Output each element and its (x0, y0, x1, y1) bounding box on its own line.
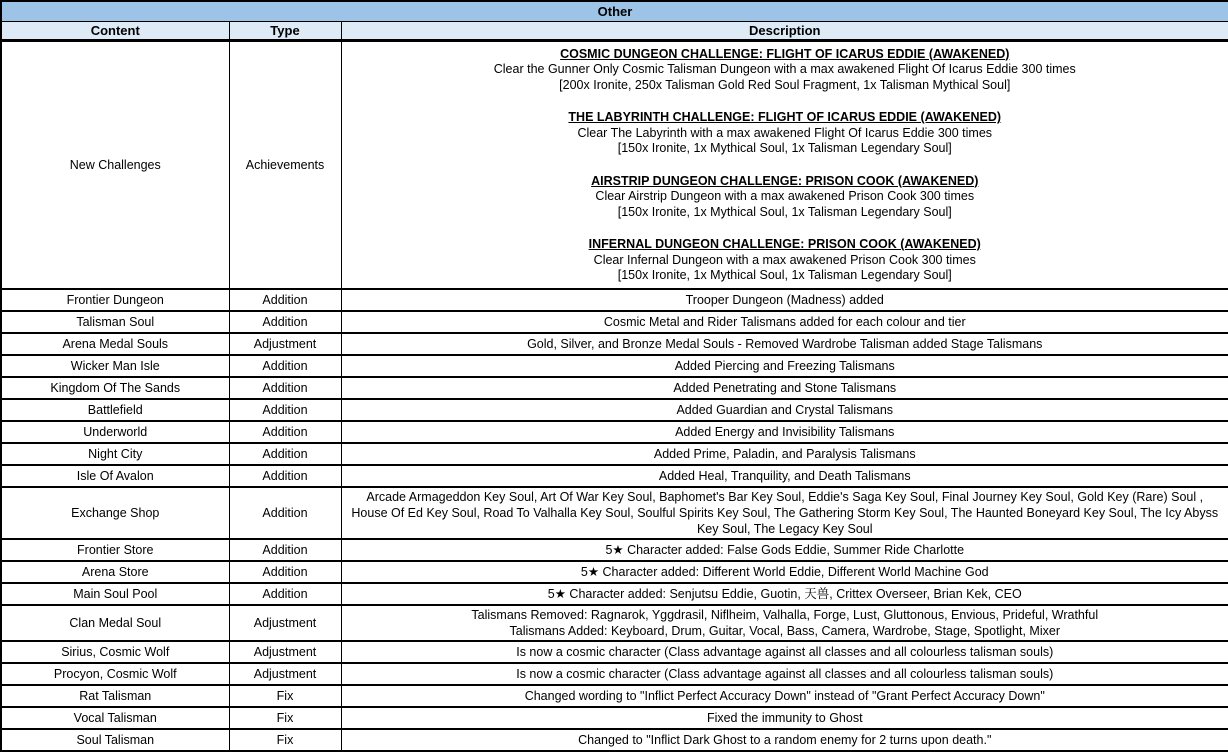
description-cell (341, 685, 1228, 707)
table-title-row (1, 1, 1228, 22)
table-row (1, 663, 1228, 685)
description-line: Trooper Dungeon (Madness) added (685, 293, 884, 307)
type-cell: Fix (229, 685, 341, 707)
description-line: Talismans Added: Keyboard, Drum, Guitar, Vocal, Bass, Camera, Wardrobe, Stage, Spotlight, Mixer (509, 624, 1060, 638)
table-row (1, 289, 1228, 311)
table-row (1, 333, 1228, 355)
table-row (1, 583, 1228, 605)
type-cell: Addition (229, 561, 341, 583)
type-cell: Addition (229, 583, 341, 605)
content-cell: Sirius, Cosmic Wolf (1, 641, 229, 663)
content-cell: Arena Store (1, 561, 229, 583)
description-cell (341, 663, 1228, 685)
type-cell: Addition (229, 443, 341, 465)
table-row (1, 421, 1228, 443)
description-cell (341, 311, 1228, 333)
description-cell (341, 729, 1228, 751)
table-body (1, 41, 1228, 752)
description-line: 5★ Character added: Different World Eddie, Different World Machine God (580, 565, 989, 579)
description-cell (341, 443, 1228, 465)
description-line: Added Heal, Tranquility, and Death Talismans (658, 469, 911, 483)
table-row (1, 707, 1228, 729)
table-row (1, 561, 1228, 583)
challenge-block (350, 237, 1221, 284)
description-line: Fixed the immunity to Ghost (706, 711, 863, 725)
description-line: 5★ Character added: False Gods Eddie, Summer Ride Charlotte (605, 543, 965, 557)
type-cell: Adjustment (229, 663, 341, 685)
challenge-heading: AIRSTRIP DUNGEON CHALLENGE: PRISON COOK (AWAKENED) (591, 173, 979, 188)
table-row (1, 465, 1228, 487)
challenge-line: Clear Airstrip Dungeon with a max awakened Prison Cook 300 times (595, 189, 975, 203)
description-line: Cosmic Metal and Rider Talismans added for each colour and tier (603, 315, 966, 329)
description-cell (341, 605, 1228, 641)
description-line: Added Energy and Invisibility Talismans (675, 425, 895, 439)
content-cell: Main Soul Pool (1, 583, 229, 605)
description-line: Is now a cosmic character (Class advantage against all classes and all colourless talisman souls) (516, 667, 1054, 681)
content-cell: Exchange Shop (1, 487, 229, 539)
table-row (1, 685, 1228, 707)
type-cell: Adjustment (229, 333, 341, 355)
challenge-line: Clear Infernal Dungeon with a max awakened Prison Cook 300 times (593, 252, 976, 267)
content-cell: Talisman Soul (1, 311, 229, 333)
type-cell: Addition (229, 311, 341, 333)
type-cell: Fix (229, 729, 341, 751)
challenge-heading: THE LABYRINTH CHALLENGE: FLIGHT OF ICARUS EDDIE (AWAKENED) (568, 110, 1002, 124)
table-row (1, 729, 1228, 751)
type-cell: Addition (229, 421, 341, 443)
description-line: Added Guardian and Crystal Talismans (676, 403, 894, 417)
content-cell: Kingdom Of The Sands (1, 377, 229, 399)
description-line: Changed wording to "Inflict Perfect Accuracy Down" instead of "Grant Perfect Accuracy Down" (524, 689, 1045, 703)
table-row (1, 311, 1228, 333)
table-row (1, 539, 1228, 561)
description-line: Gold, Silver, and Bronze Medal Souls - Removed Wardrobe Talisman added Stage Talismans (527, 337, 1043, 351)
type-cell: Adjustment (229, 641, 341, 663)
table-row (1, 355, 1228, 377)
table-row (1, 399, 1228, 421)
description-cell (341, 421, 1228, 443)
type-cell: Addition (229, 539, 341, 561)
type-cell: Adjustment (229, 605, 341, 641)
challenge-block (350, 110, 1221, 157)
challenge-line: [150x Ironite, 1x Mythical Soul, 1x Talisman Legendary Soul] (617, 141, 952, 155)
description-cell (341, 355, 1228, 377)
content-cell: Isle Of Avalon (1, 465, 229, 487)
challenge-line: Clear The Labyrinth with a max awakened Flight Of Icarus Eddie 300 times (577, 125, 993, 140)
description-line: Talismans Removed: Ragnarok, Yggdrasil, Niflheim, Valhalla, Forge, Lust, Gluttonous, Envious, Prideful, Wrathful (471, 608, 1099, 622)
description-line: Arcade Armageddon Key Soul, Art Of War Key Soul, Baphomet's Bar Key Soul, Eddie's Saga Key Soul, Final Journey Key Soul, Gold Key (Rare) Soul , House Of Ed Key Soul, Road To Valhalla Key Soul, Soulful Spirits Key Soul, The Gathering Storm Key Soul, The Haunted Boneyard Key Soul, The Icy Abyss Key Soul, The Legacy Key Soul (351, 490, 1219, 536)
challenge-heading: COSMIC DUNGEON CHALLENGE: FLIGHT OF ICARUS EDDIE (AWAKENED) (560, 46, 1010, 61)
description-cell (341, 539, 1228, 561)
table-row (1, 487, 1228, 539)
description-cell (341, 41, 1228, 290)
description-line: Changed to "Inflict Dark Ghost to a random enemy for 2 turns upon death." (578, 733, 992, 747)
description-cell (341, 583, 1228, 605)
description-cell (341, 333, 1228, 355)
table-title: Other (1, 1, 1228, 22)
content-cell: Rat Talisman (1, 685, 229, 707)
challenge-block (350, 47, 1221, 94)
description-cell (341, 465, 1228, 487)
table-row-new-challenges (1, 41, 1228, 290)
content-cell: Arena Medal Souls (1, 333, 229, 355)
content-cell: Vocal Talisman (1, 707, 229, 729)
column-header-row (1, 22, 1228, 41)
content-cell: Wicker Man Isle (1, 355, 229, 377)
type-cell: Addition (229, 465, 341, 487)
description-line: Added Prime, Paladin, and Paralysis Talismans (653, 447, 916, 461)
table-row (1, 443, 1228, 465)
content-cell: Battlefield (1, 399, 229, 421)
description-line: Added Penetrating and Stone Talismans (673, 381, 897, 395)
content-cell: New Challenges (1, 41, 229, 290)
content-cell: Night City (1, 443, 229, 465)
challenge-line: [150x Ironite, 1x Mythical Soul, 1x Talisman Legendary Soul] (617, 204, 952, 219)
description-cell (341, 289, 1228, 311)
description-cell (341, 399, 1228, 421)
table-row (1, 605, 1228, 641)
column-header-type: Type (229, 22, 341, 41)
type-cell: Addition (229, 399, 341, 421)
column-header-content: Content (1, 22, 229, 41)
content-cell: Underworld (1, 421, 229, 443)
challenge-line: [200x Ironite, 250x Talisman Gold Red Soul Fragment, 1x Talisman Mythical Soul] (559, 77, 1011, 92)
type-cell: Addition (229, 487, 341, 539)
content-cell: Clan Medal Soul (1, 605, 229, 641)
description-cell (341, 641, 1228, 663)
table-row (1, 641, 1228, 663)
description-cell (341, 561, 1228, 583)
description-line: 5★ Character added: Senjutsu Eddie, Guotin, 天兽, Crittex Overseer, Brian Kek, CEO (547, 587, 1022, 601)
type-cell: Fix (229, 707, 341, 729)
type-cell: Addition (229, 289, 341, 311)
challenge-block (350, 174, 1221, 221)
table-row (1, 377, 1228, 399)
type-cell: Addition (229, 355, 341, 377)
content-cell: Soul Talisman (1, 729, 229, 751)
description-cell (341, 377, 1228, 399)
challenge-line: Clear the Gunner Only Cosmic Talisman Dungeon with a max awakened Flight Of Icarus Eddie 300 times (493, 62, 1076, 76)
content-cell: Frontier Store (1, 539, 229, 561)
description-line: Is now a cosmic character (Class advantage against all classes and all colourless talisman souls) (516, 645, 1054, 659)
content-cell: Frontier Dungeon (1, 289, 229, 311)
type-cell: Achievements (229, 41, 341, 290)
challenge-line: [150x Ironite, 1x Mythical Soul, 1x Talisman Legendary Soul] (617, 268, 952, 282)
description-cell (341, 487, 1228, 539)
description-cell (341, 707, 1228, 729)
content-cell: Procyon, Cosmic Wolf (1, 663, 229, 685)
challenge-heading: INFERNAL DUNGEON CHALLENGE: PRISON COOK (AWAKENED) (588, 237, 981, 251)
column-header-description: Description (341, 22, 1228, 41)
description-line: Added Piercing and Freezing Talismans (674, 359, 895, 373)
type-cell: Addition (229, 377, 341, 399)
